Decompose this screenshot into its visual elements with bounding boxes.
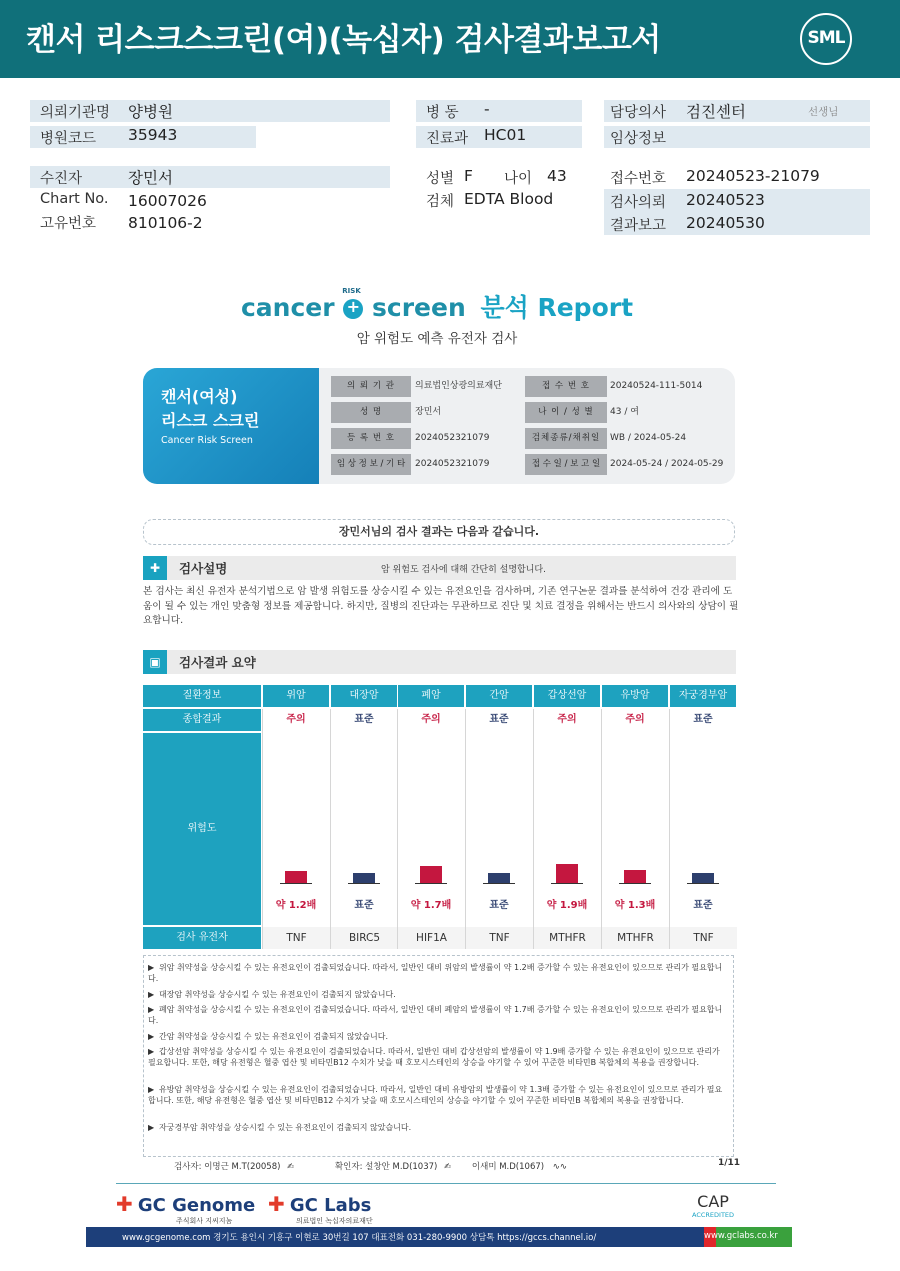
card-title-2: 리스크 스크린 [161, 411, 260, 430]
card-title-1: 캔서(여성) [161, 387, 238, 406]
card-label: 임 상 정 보 / 기 타 [331, 454, 411, 475]
card-label: 접 수 번 호 [525, 376, 607, 397]
disease-header: 폐암 [398, 685, 464, 707]
section-description-title: 검사설명 [179, 561, 228, 576]
bar-baseline [348, 883, 380, 884]
section-summary-header [143, 650, 736, 674]
note-item: ▶ 대장암 취약성을 상승시킬 수 있는 유전요인이 검출되지 않았습니다. [148, 990, 396, 999]
card-label: 접 수 일 / 보 고 일 [525, 454, 607, 475]
bar-baseline [687, 883, 719, 884]
risk-bar [624, 870, 646, 883]
row-label-risk: 위험도 [143, 733, 261, 925]
note-item: ▶ 유방암 취약성을 상승시킬 수 있는 유전요인이 검출되었습니다. 따라서, 일반인 대비 유방암의 발생률이 약 1.3배 증가할 수 있는 유전요인이 있으므로 관리가 필요합니다. 또한, 해당 유전형은 혈중 엽산 및 비타민B12 수치가 낮을 때 호모시스테인의 상승을 야기할 수 있어 꾸준한 비타민B 복합체의 복용을 권장합니다. [148, 1085, 723, 1105]
gene-cell: TNF [466, 927, 533, 949]
card-label: 의 뢰 기 관 [331, 376, 411, 397]
note-text: 대장암 취약성을 상승시킬 수 있는 유전요인이 검출되지 않았습니다. [159, 990, 396, 999]
specimen-label: 검체 [426, 194, 455, 210]
doctor-value: 검진센터 [686, 103, 746, 121]
card-label: 검체종류/채취일 [525, 428, 607, 449]
risk-label: 약 1.9배 [546, 900, 588, 911]
plus-icon: + RISK [343, 299, 363, 319]
results-columns [143, 685, 736, 949]
gc-labs-text: GC Labs [289, 1195, 372, 1216]
risk-label: 약 1.7배 [410, 900, 452, 911]
note-item: ▶ 위암 취약성을 상승시킬 수 있는 유전요인이 검출되었습니다. 따라서, 일반인 대비 위암의 발생률이 약 1.2배 증가할 수 있는 유전요인이 있으므로 관리가 필요합니다. [148, 963, 723, 983]
risk-label: 표준 [354, 900, 374, 911]
doctor-label: 담당의사 [610, 105, 667, 121]
results-table [143, 685, 736, 949]
code-label: 병원코드 [40, 131, 97, 147]
risk-label: 표준 [693, 900, 713, 911]
info-bar-patient [30, 166, 390, 188]
note-item: ▶ 갑상선암 취약성을 상승시킬 수 있는 유전요인이 검출되었습니다. 따라서, 일반인 대비 갑상선암의 발생률이 약 1.9배 증가할 수 있는 유전요인이 있으므로 관리가 필요합니다. 또한, 해당 유전형은 혈중 엽산 및 비타민B12 수치가 낮을 때 호모시스테인의 상승을 야기할 수 있어 꾸준한 비타민B 복합체의 복용을 권장합니다. [148, 1047, 720, 1067]
column-divider [330, 709, 331, 949]
code-value: 35943 [128, 126, 178, 144]
risk-label: 표준 [489, 900, 509, 911]
footer-bar [86, 1227, 792, 1247]
card-value: 의료법인상광의료재단 [415, 381, 502, 391]
note-text: 유방암 취약성을 상승시킬 수 있는 유전요인이 검출되었습니다. 따라서, 일반인 대비 유방암의 발생률이 약 1.3배 증가할 수 있는 유전요인이 있으므로 관리가 필요합니다. 또한, 해당 유전형은 혈중 엽산 및 비타민B12 수치가 낮을 때 호모시스테인의 상승을 야기할 수 있어 꾸준한 비타민B 복합체의 복용을 권장합니다. [148, 1085, 723, 1105]
result-cell: 표준 [693, 714, 713, 725]
card-value: 20240524-111-5014 [610, 381, 703, 391]
result-cell: 표준 [354, 714, 374, 725]
report-value: 20240530 [686, 214, 765, 232]
age-value: 43 [547, 167, 567, 185]
result-cell: 표준 [489, 714, 509, 725]
card-value: 2024052321079 [415, 459, 490, 469]
cap-text: CAP [697, 1192, 729, 1211]
disease-header: 위암 [263, 685, 329, 707]
report-label: 결과보고 [610, 218, 667, 234]
test-description: 본 검사는 최신 유전자 분석기법으로 암 발생 위험도를 상승시킬 수 있는 유전요인을 검사하며, 기존 연구논문 결과를 분석하여 건강 관리에 도움이 될 수 있는 개인 맞춤형 정보를 제공합니다. 하지만, 질병의 진단과는 무관하므로 진단 및 치료 결정을 위해서는 반드시 의사와의 상담이 필요합니다. [143, 586, 739, 626]
footer-accent-green [704, 1227, 792, 1247]
footer-site: www.gclabs.co.kr [704, 1231, 778, 1241]
signature-3: ∿∿ [552, 1162, 568, 1172]
card-value: 2024-05-24 / 2024-05-29 [610, 459, 724, 469]
column-divider [262, 709, 263, 949]
bar-baseline [415, 883, 447, 884]
unique-value: 810106-2 [128, 214, 203, 232]
column-divider [669, 709, 670, 949]
gc-labs-logo [268, 1192, 373, 1226]
ward-label: 병 동 [426, 105, 459, 121]
brand-subtitle: 암 위험도 예측 유전자 검사 [356, 331, 518, 347]
card-label: 성 명 [331, 402, 411, 423]
note-text: 위암 취약성을 상승시킬 수 있는 유전요인이 검출되었습니다. 따라서, 일반인 대비 위암의 발생률이 약 1.2배 증가할 수 있는 유전요인이 있으므로 관리가 필요합니다. [148, 963, 723, 983]
signature-1: ✍ [287, 1162, 295, 1172]
risk-bar [353, 873, 375, 883]
patient-label: 수진자 [40, 171, 83, 187]
footer-divider [116, 1183, 776, 1184]
risk-bar [285, 871, 307, 883]
gene-cell: TNF [263, 927, 330, 949]
cancer-risk-screen-logo [0, 288, 874, 324]
risk-bar [488, 873, 510, 883]
age-label: 나이 [504, 171, 533, 187]
summary-card [143, 368, 735, 484]
hospital-value: 양병원 [128, 103, 173, 121]
bar-baseline [280, 883, 312, 884]
card-value: 43 / 여 [610, 407, 639, 417]
disease-header: 자궁경부암 [670, 685, 736, 707]
signature-line [174, 1160, 567, 1172]
gene-cell: TNF [670, 927, 737, 949]
gc-genome-logo [116, 1192, 255, 1226]
note-text: 갑상선암 취약성을 상승시킬 수 있는 유전요인이 검출되었습니다. 따라서, 일반인 대비 갑상선암의 발생률이 약 1.9배 증가할 수 있는 유전요인이 있으므로 관리가 필요합니다. 또한, 해당 유전형은 혈중 엽산 및 비타민B12 수치가 낮을 때 호모시스테인의 상승을 야기할 수 있어 꾸준한 비타민B 복합체의 복용을 권장합니다. [148, 1047, 720, 1067]
brand-screen: screen [372, 293, 466, 322]
result-banner: 장민서님의 검사 결과는 다음과 같습니다. [143, 519, 735, 545]
stethoscope-icon: ✚ [143, 556, 167, 580]
gene-cell: MTHFR [602, 927, 669, 949]
sex-label: 성별 [426, 171, 455, 187]
request-value: 20240523 [686, 191, 765, 209]
signer-1: 검사자: 이명근 M.T(20058) [174, 1162, 281, 1172]
ward-value: - [484, 100, 490, 118]
risk-label: 약 1.2배 [275, 900, 317, 911]
note-text: 간암 취약성을 상승시킬 수 있는 유전요인이 검출되지 않았습니다. [159, 1032, 388, 1041]
unique-label: 고유번호 [40, 216, 97, 232]
brand-cancer: cancer [240, 293, 335, 322]
card-title-3: Cancer Risk Screen [161, 435, 253, 446]
note-text: 폐암 취약성을 상승시킬 수 있는 유전요인이 검출되었습니다. 따라서, 일반인 대비 폐암의 발생률이 약 1.7배 증가할 수 있는 유전요인이 있으므로 관리가 필요합니다. [148, 1005, 723, 1025]
signer-2: 확인자: 설창안 M.D(1037) [334, 1162, 438, 1172]
folder-icon: ▣ [143, 650, 167, 674]
result-cell: 주의 [286, 714, 306, 725]
cap-logo [692, 1192, 734, 1219]
card-value: 장민서 [415, 407, 442, 417]
row-label-gene: 검사 유전자 [143, 927, 261, 949]
section-summary-title: 검사결과 요약 [179, 655, 256, 670]
specimen-value: EDTA Blood [464, 190, 554, 208]
risk-bar [556, 864, 578, 883]
gene-cell: HIF1A [398, 927, 465, 949]
gc-cross-icon: ✚ [116, 1192, 133, 1216]
card-title-panel [143, 368, 319, 484]
dept-value: HC01 [484, 126, 527, 144]
accept-label: 접수번호 [610, 171, 667, 187]
card-label: 등 록 번 호 [331, 428, 411, 449]
patient-value: 장민서 [128, 169, 173, 187]
risk-bar [692, 873, 714, 883]
note-text: 자궁경부암 취약성을 상승시킬 수 있는 유전요인이 검출되지 않았습니다. [159, 1123, 412, 1132]
sml-logo-text: SML [807, 28, 845, 48]
bar-baseline [483, 883, 515, 884]
disease-header: 대장암 [331, 685, 397, 707]
request-label: 검사의뢰 [610, 195, 667, 211]
result-cell: 주의 [557, 714, 577, 725]
signature-2: ✍ [444, 1162, 452, 1172]
result-cell: 주의 [421, 714, 441, 725]
section-description-sub: 암 위험도 검사에 대해 간단히 설명합니다. [381, 565, 546, 575]
column-divider [533, 709, 534, 949]
risk-label: 약 1.3배 [614, 900, 656, 911]
sml-logo [800, 13, 852, 65]
bar-baseline [551, 883, 583, 884]
result-notes [143, 955, 734, 1157]
gene-cell: BIRC5 [331, 927, 398, 949]
brand-risk: RISK [342, 287, 361, 295]
gc-genome-text: GC Genome [137, 1195, 256, 1216]
signer-3: 이새미 M.D(1067) [471, 1162, 545, 1172]
card-label: 나 이 / 성 별 [525, 402, 607, 423]
chart-label: Chart No. [40, 191, 109, 207]
report-title: 캔서 리스크스크린(여)(녹십자) 검사결과보고서 [26, 22, 661, 58]
report-header [0, 0, 900, 78]
note-item: ▶ 자궁경부암 취약성을 상승시킬 수 있는 유전요인이 검출되지 않았습니다. [148, 1123, 412, 1132]
gene-cell: MTHFR [534, 927, 601, 949]
row-label-result: 종합결과 [143, 709, 261, 731]
risk-bar [420, 866, 442, 883]
section-description-header [143, 556, 736, 580]
accept-value: 20240523-21079 [686, 167, 820, 185]
column-divider [601, 709, 602, 949]
doctor-suffix: 선생님 [808, 106, 839, 118]
note-item: ▶ 간암 취약성을 상승시킬 수 있는 유전요인이 검출되지 않았습니다. [148, 1032, 388, 1041]
card-value: WB / 2024-05-24 [610, 433, 687, 443]
chart-value: 16007026 [128, 192, 207, 210]
bar-baseline [619, 883, 651, 884]
page-number: 1/11 [718, 1158, 741, 1168]
hospital-label: 의뢰기관명 [40, 105, 111, 121]
row-label-disease: 질환정보 [143, 685, 261, 707]
cap-sub: ACCREDITED [692, 1211, 735, 1219]
dept-label: 진료과 [426, 131, 469, 147]
gc-genome-sub: 주식회사 지씨지놈 [176, 1217, 233, 1225]
disease-header: 간암 [466, 685, 532, 707]
gc-labs-sub: 의료법인 녹십자의료재단 [296, 1217, 373, 1225]
brand-report: 분석 Report [480, 293, 634, 322]
result-cell: 주의 [625, 714, 645, 725]
disease-header: 갑상선암 [534, 685, 600, 707]
gc-cross-icon: ✚ [268, 1192, 285, 1216]
disease-header: 유방암 [602, 685, 668, 707]
clinical-label: 임상정보 [610, 131, 667, 147]
sex-value: F [464, 167, 473, 185]
column-divider [465, 709, 466, 949]
footer-contact: www.gcgenome.com 경기도 용인시 기흥구 이현로 30번길 107 대표전화 031-280-9900 상담톡 https://gccs.channel.io/ [122, 1233, 597, 1243]
note-item: ▶ 폐암 취약성을 상승시킬 수 있는 유전요인이 검출되었습니다. 따라서, 일반인 대비 폐암의 발생률이 약 1.7배 증가할 수 있는 유전요인이 있으므로 관리가 필요합니다. [148, 1005, 723, 1025]
card-value: 2024052321079 [415, 433, 490, 443]
column-divider [397, 709, 398, 949]
